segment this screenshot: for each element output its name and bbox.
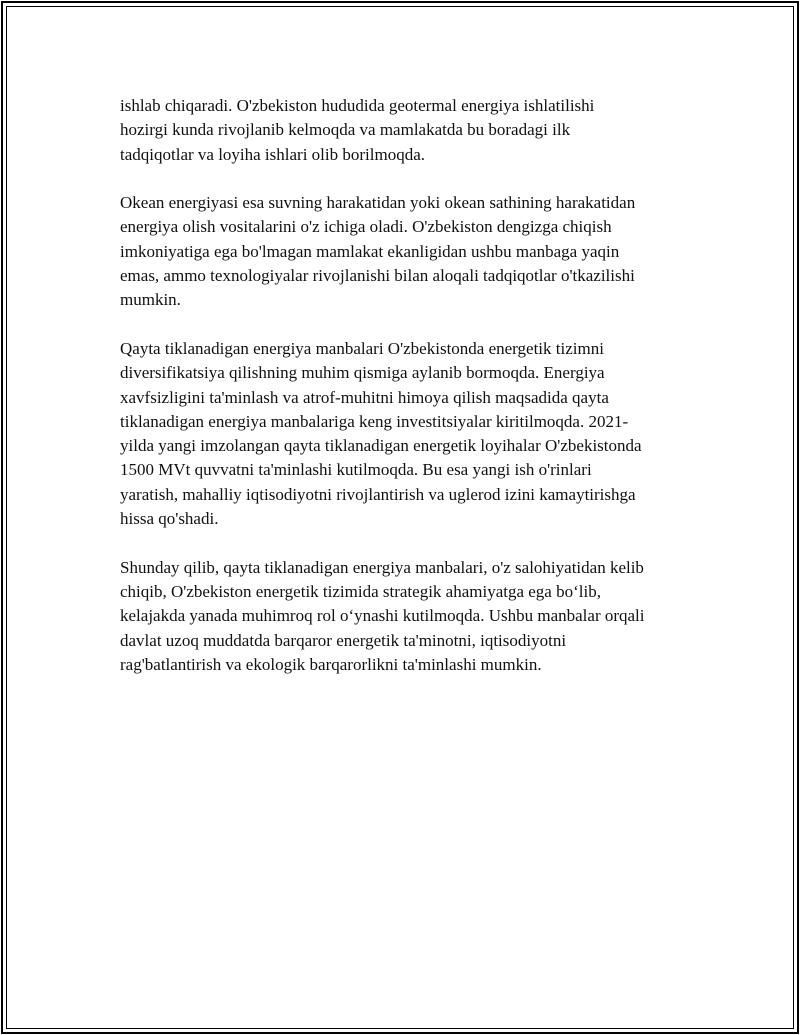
paragraph-geothermal	[120, 94, 700, 167]
text-line: hissa qo'shadi.	[120, 509, 219, 529]
text-line: imkoniyatiga ega bo'lmagan mamlakat ekanligidan ushbu manbaga yaqin	[120, 241, 620, 261]
text-line: hozirgi kunda rivojlanib kelmoqda va mamlakatda bu boradagi ilk	[120, 120, 571, 140]
paragraph-conclusion	[120, 556, 700, 677]
text-line: rag'batlantirish va ekologik barqarorlikni ta'minlashi mumkin.	[120, 654, 542, 674]
paragraph-ocean-energy	[120, 191, 700, 312]
text-line: chiqib, O'zbekiston energetik tizimida strategik ahamiyatga ega bo‘lib,	[120, 581, 601, 601]
text-line: yaratish, mahalliy iqtisodiyotni rivojlantirish va uglerod izini kamaytirishga	[120, 484, 636, 504]
text-line: davlat uzoq muddatda barqaror energetik ta'minotni, iqtisodiyotni	[120, 630, 567, 650]
text-line: Okean energiyasi esa suvning harakatidan yoki okean sathining harakatidan	[120, 193, 636, 213]
text-line: Qayta tiklanadigan energiya manbalari O'zbekistonda energetik tizimni	[120, 338, 604, 358]
text-line: emas, ammo texnologiyalar rivojlanishi bilan aloqali tadqiqotlar o'tkazilishi	[120, 266, 635, 286]
text-line: mumkin.	[120, 290, 181, 310]
text-line: diversifikatsiya qilishning muhim qismiga aylanib bormoqda. Energiya	[120, 363, 605, 383]
document-body	[120, 94, 700, 701]
text-line: Shunday qilib, qayta tiklanadigan energiya manbalari, o'z salohiyatidan kelib	[120, 557, 644, 577]
text-line: 1500 MVt quvvatni ta'minlashi kutilmoqda. Bu esa yangi ish o'rinlari	[120, 460, 592, 480]
text-line: energiya olish vositalarini o'z ichiga oladi. O'zbekiston dengizga chiqish	[120, 217, 612, 237]
text-line: yilda yangi imzolangan qayta tiklanadigan energetik loyihalar O'zbekistonda	[120, 436, 642, 456]
text-line: tadqiqotlar va loyiha ishlari olib borilmoqda.	[120, 144, 425, 164]
text-line: kelajakda yanada muhimroq rol o‘ynashi kutilmoqda. Ushbu manbalar orqali	[120, 606, 645, 626]
text-line: xavfsizligini ta'minlash va atrof-muhitni himoya qilish maqsadida qayta	[120, 387, 609, 407]
paragraph-renewable-diversification	[120, 337, 700, 531]
text-line: tiklanadigan energiya manbalariga keng investitsiyalar kiritilmoqda. 2021-	[120, 411, 629, 431]
text-line: ishlab chiqaradi. O'zbekiston hududida geotermal energiya ishlatilishi	[120, 96, 595, 115]
document-page	[1, 1, 799, 1034]
